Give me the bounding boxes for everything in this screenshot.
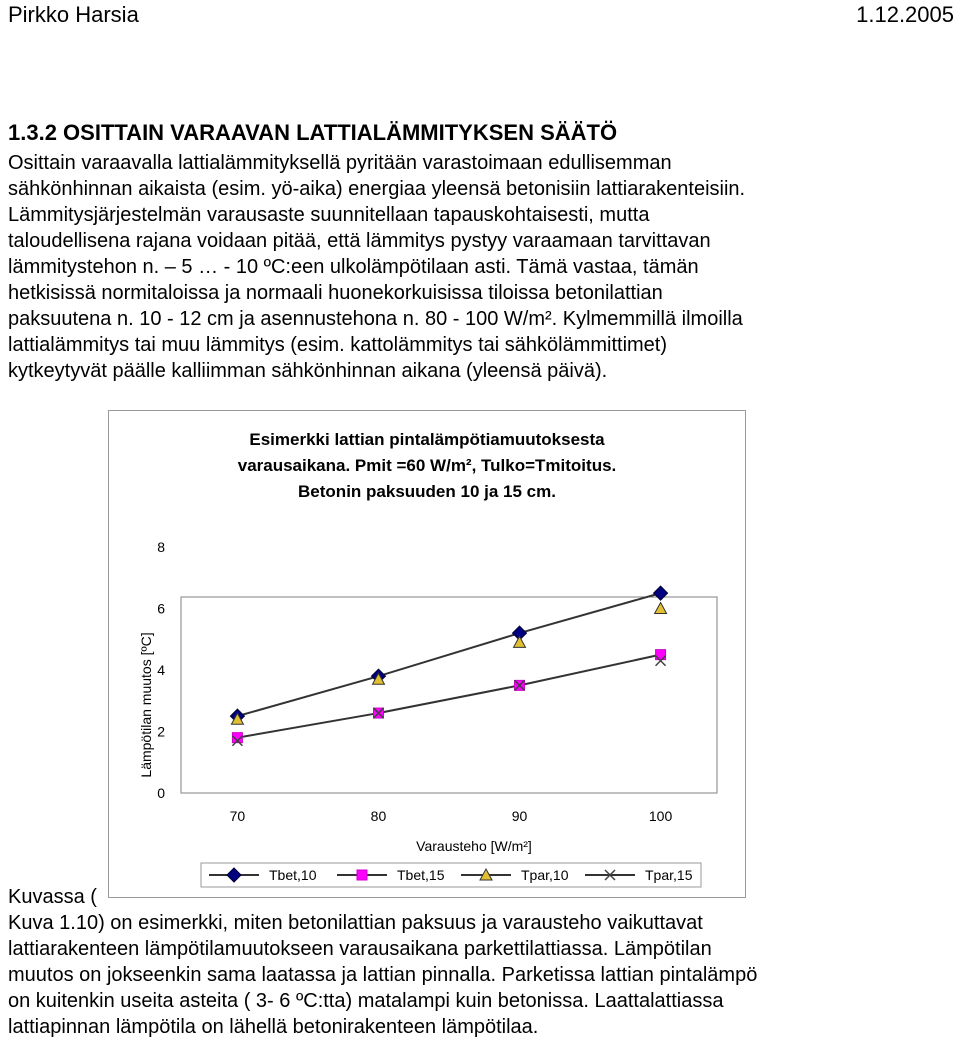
paragraph-line: kytkeytyvät päälle kalliimman sähkönhinnan aikana (yleensä päivä). <box>8 360 608 382</box>
document-date: 1.12.2005 <box>856 2 954 27</box>
x-tick-label: 80 <box>370 808 387 824</box>
paragraph-line: muutos on jokseenkin sama laatassa ja lattian pinnalla. Parketissa lattian pintalämpö <box>8 964 758 986</box>
paragraph-line: lattiarakenteen lämpötilamuutokseen varausaikana parkettilattiassa. Lämpötilan <box>8 938 712 960</box>
plot-area <box>181 597 717 793</box>
paragraph-line: Kuva 1.10) on esimerkki, miten betonilattian paksuus ja varausteho vaikuttavat <box>8 912 703 934</box>
x-tick-label: 100 <box>648 808 673 824</box>
author-name: Pirkko Harsia <box>8 2 139 27</box>
paragraph-line: lattialämmitys tai muu lämmitys (esim. kattolämmitys tai sähkölämmittimet) <box>8 334 668 356</box>
y-tick-label: 2 <box>157 723 165 740</box>
paragraph-line: Kuvassa ( <box>8 886 97 908</box>
x-tick-label: 90 <box>511 808 528 824</box>
y-axis-label: Lämpötilan muutos [ºC] <box>138 632 154 778</box>
paragraph-line: Lämmitysjärjestelmän varausaste suunnitellaan tapauskohtaisesti, mutta <box>8 204 650 226</box>
y-tick-label: 6 <box>157 600 165 617</box>
paragraph-line: hetkisissä normitaloissa ja normaali huonekorkuisissa tiloissa betonilattian <box>8 282 663 304</box>
paragraph-line: on kuitenkin useita asteita ( 3- 6 ºC:tta) matalampi kuin betonissa. Laattalattiassa <box>8 990 724 1012</box>
chart-frame <box>108 410 746 898</box>
paragraph-line: paksuutena n. 10 - 12 cm ja asennustehona n. 80 - 100 W/m². Kylmemmillä ilmoilla <box>8 308 743 330</box>
legend-marker <box>357 870 367 880</box>
chart-title-line: Betonin paksuuden 10 ja 15 cm. <box>298 482 556 501</box>
legend-label: Tpar,10 <box>521 867 569 883</box>
paragraph-line: sähkönhinnan aikaista (esim. yö-aika) energiaa yleensä betonisiin lattiarakenteisiin. <box>8 178 746 200</box>
data-point <box>654 586 668 600</box>
section-heading: 1.3.2 OSITTAIN VARAAVAN LATTIALÄMMITYKSEN SÄÄTÖ <box>8 120 618 145</box>
paragraph-line: Osittain varaavalla lattialämmityksellä pyritään varastoimaan edullisemman <box>8 152 672 174</box>
line-chart <box>109 411 745 897</box>
data-point <box>655 603 667 614</box>
data-point <box>514 636 526 647</box>
paragraph-line: taloudellisena rajana voidaan pitää, että lämmitys pystyy varaamaan tarvittavan <box>8 230 711 252</box>
paragraph-line: lämmitystehon n. – 5 … - 10 ºC:een ulkolämpötilaan asti. Tämä vastaa, tämän <box>8 256 699 278</box>
series-line <box>237 655 660 738</box>
legend-label: Tbet,10 <box>269 867 317 883</box>
paragraph-line: lattiapinnan lämpötila on lähellä betonirakenteen lämpötilaa. <box>8 1016 539 1038</box>
legend-label: Tbet,15 <box>397 867 445 883</box>
bottom-paragraph <box>8 884 956 1040</box>
y-tick-label: 8 <box>157 539 165 555</box>
legend-label: Tpar,15 <box>645 867 693 883</box>
x-axis-label: Varausteho [W/m²] <box>416 838 532 854</box>
intro-paragraph <box>8 150 956 384</box>
series-line <box>237 593 660 716</box>
y-tick-label: 0 <box>157 785 165 801</box>
chart-title-line: Esimerkki lattian pintalämpötiamuutoksesta <box>249 430 605 449</box>
chart-title-line: varausaikana. Pmit =60 W/m², Tulko=Tmitoitus. <box>237 456 617 475</box>
x-tick-label: 70 <box>229 808 246 824</box>
y-tick-label: 4 <box>157 662 165 678</box>
